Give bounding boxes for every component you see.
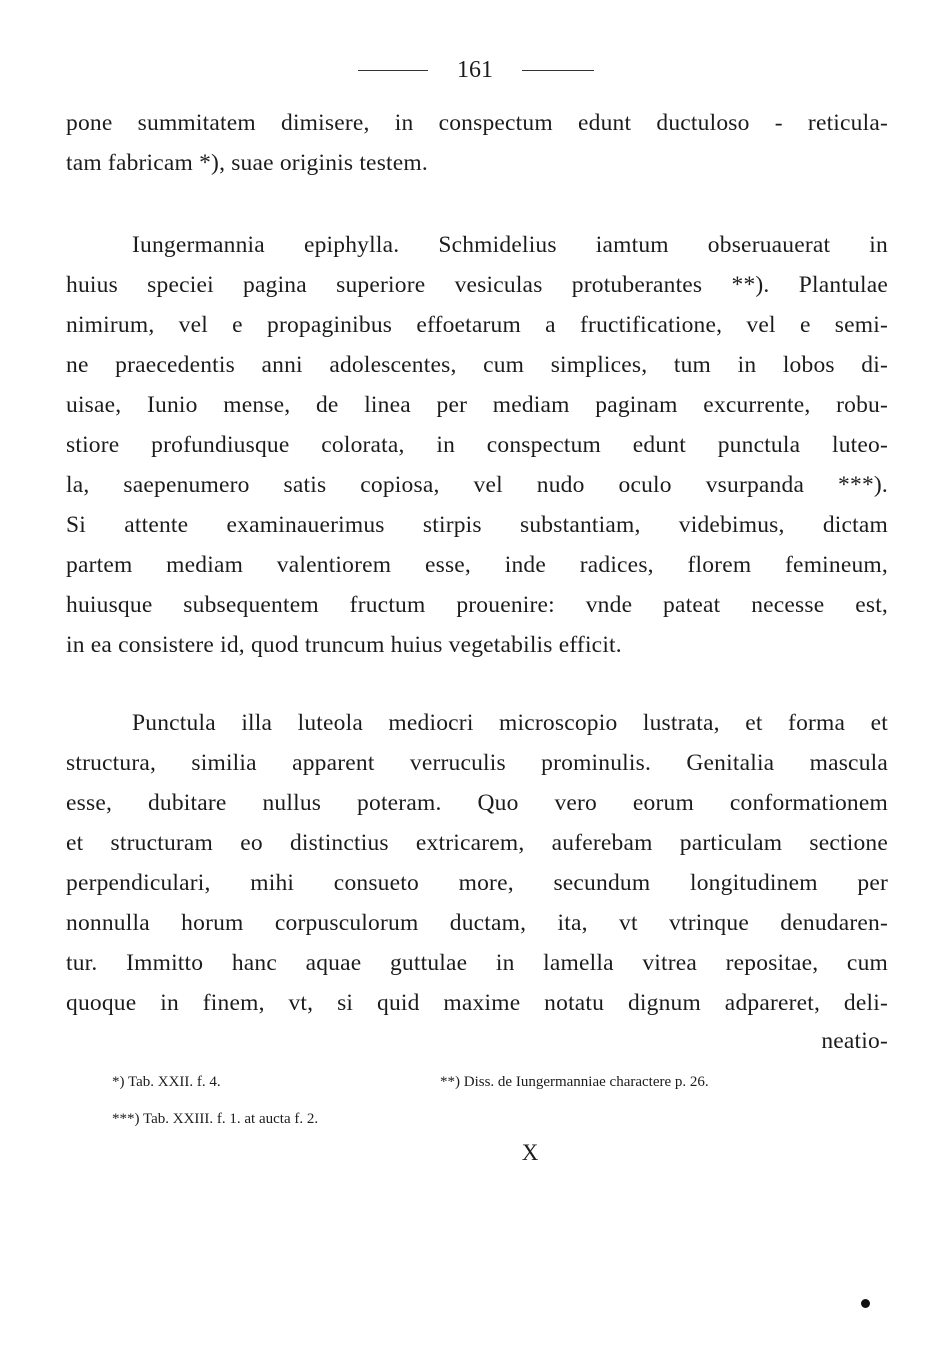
text-line: et structuram eo distinctius extricarem, auferebam particulam sectione — [66, 830, 888, 856]
text-line: uisae, Iunio mense, de linea per mediam paginam excurrente, robu- — [66, 392, 888, 418]
page-header — [0, 52, 950, 88]
text-line: esse, dubitare nullus poteram. Quo vero eorum conformationem — [66, 790, 888, 816]
text-line: la, saepenumero satis copiosa, vel nudo oculo vsurpanda ***). — [66, 472, 888, 498]
text-line: structura, similia apparent verruculis prominulis. Genitalia mascula — [66, 750, 888, 776]
text-line: pone summitatem dimisere, in conspectum edunt ductuloso - reticula- — [66, 110, 888, 136]
text-line: in ea consistere id, quod truncum huius vegetabilis efficit. — [66, 632, 622, 658]
text-line: huius speciei pagina superiore vesiculas protuberantes **). Plantulae — [66, 272, 888, 298]
text-line: perpendiculari, mihi consueto more, secundum longitudinem per — [66, 870, 888, 896]
text-line: partem mediam valentiorem esse, inde radices, florem femineum, — [66, 552, 888, 578]
footnote: **) Diss. de Iungermanniae charactere p. 26. — [440, 1074, 709, 1090]
signature-mark: X — [521, 1140, 539, 1165]
text-line: nimirum, vel e propaginibus effoetarum a fructificatione, vel e semi- — [66, 312, 888, 338]
text-line: nonnulla horum corpusculorum ductam, ita, vt vtrinque denudaren- — [66, 910, 888, 936]
footnote: ***) Tab. XXIII. f. 1. at aucta f. 2. — [112, 1111, 319, 1127]
text-line: tam fabricam *), suae originis testem. — [66, 150, 428, 176]
text-line: ne praecedentis anni adolescentes, cum simplices, tum in lobos di- — [66, 352, 888, 378]
text-line: quoque in finem, vt, si quid maxime notatu dignum adpareret, deli- — [66, 990, 888, 1016]
text-line: stiore profundiusque colorata, in conspectum edunt punctula luteo- — [66, 432, 888, 458]
text-line: tur. Immitto hanc aquae guttulae in lamella vitrea repositae, cum — [66, 950, 888, 976]
page-number: 161 — [457, 57, 493, 83]
text-line: Iungermannia epiphylla. Schmidelius iamtum obseruauerat in — [132, 232, 888, 258]
ink-dot — [861, 1299, 870, 1308]
text-line: huiusque subsequentem fructum prouenire: vnde pateat necesse est, — [66, 592, 888, 618]
catchword: neatio- — [821, 1028, 888, 1054]
header-rule-left — [358, 70, 428, 71]
text-line: Punctula illa luteola mediocri microscopio lustrata, et forma et — [132, 710, 888, 736]
footnote: *) Tab. XXII. f. 4. — [112, 1074, 221, 1090]
text-line: Si attente examinauerimus stirpis substantiam, videbimus, dictam — [66, 512, 888, 538]
header-rule-right — [522, 70, 594, 71]
